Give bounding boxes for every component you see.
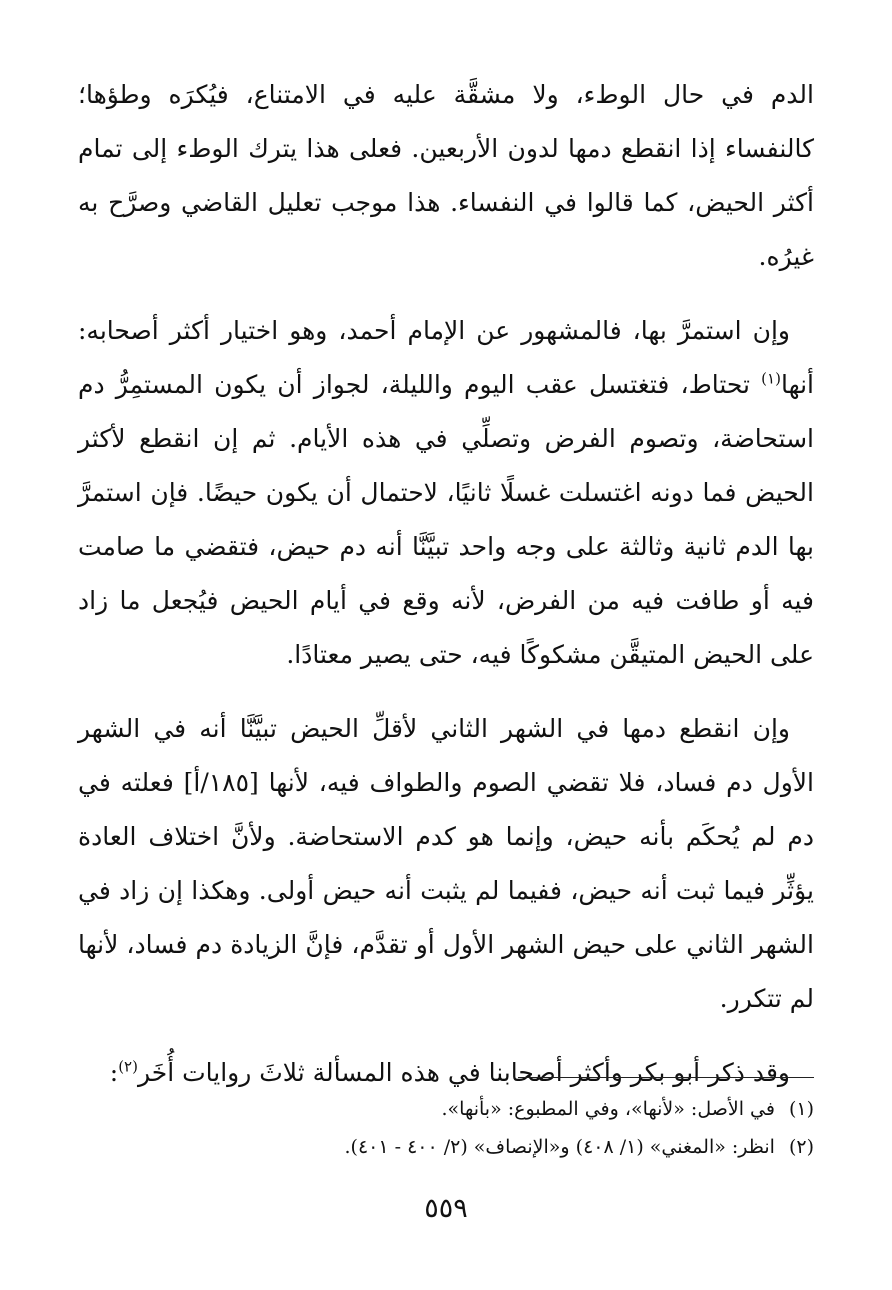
paragraph-4-text-start: وقد ذكر أبو بكر وأكثر أصحابنا في هذه المسألة ثلاثَ روايات أُخَر bbox=[137, 1058, 790, 1087]
footnote-1-number: (١) bbox=[788, 1098, 814, 1120]
paragraph-2-text-start: وإن استمرَّ بها، فالمشهور عن الإمام أحمد، وهو اختيار أكثر أصحابه: أنها bbox=[78, 316, 814, 399]
main-text bbox=[78, 68, 814, 1100]
footnotes bbox=[78, 1090, 814, 1166]
paragraph-3-text: وإن انقطع دمها في الشهر الثاني لأقلِّ الحيض تبيَّنَّا أنه في الشهر الأول دم فساد، فلا تقضي الصوم والطواف فيه، لأنها [١٨٥/أ] فعلته في دم لم يُحكَم بأنه حيض، وإنما هو كدم الاستحاضة. ولأنَّ اختلاف العادة يؤثِّر فيما ثبت أنه حيض، ففيما لم يثبت أنه حيض أولى. وهكذا إن زاد في الشهر الثاني على حيض الشهر الأول أو تقدَّم، فإنَّ الزيادة دم فساد، لأنها لم تتكرر. bbox=[78, 714, 814, 1013]
page-number: ٥٥٩ bbox=[424, 1193, 468, 1224]
paragraph-1-text: الدم في حال الوطء، ولا مشقَّة عليه في الامتناع، فيُكرَه وطؤها؛ كالنفساء إذا انقطع دمها لدون الأربعين. فعلى هذا يترك الوطء إلى تمام أكثر الحيض، كما قالوا في النفساء. هذا موجب تعليل القاضي وصرَّح به غيرُه. bbox=[78, 80, 814, 271]
footnote-2-number: (٢) bbox=[788, 1136, 814, 1158]
paragraph-2-text-end: تحتاط، فتغتسل عقب اليوم والليلة، لجواز أن يكون المستمِرُّ دم استحاضة، وتصوم الفرض وتصلِّي في هذه الأيام. ثم إن انقطع لأكثر الحيض فما دونه اغتسلت غسلًا ثانيًا، لاحتمال أن يكون حيضًا. فإن استمرَّ بها الدم ثانية وثالثة على وجه واحد تبيَّنَّا أنه دم حيض، فتقضي ما صامت فيه أو طافت فيه من الفرض، لأنه وقع في أيام الحيض فيُجعل ما زاد على الحيض المتيقَّن مشكوكًا فيه، حتى يصير معتادًا. bbox=[78, 370, 814, 669]
footnote-2 bbox=[78, 1128, 814, 1166]
paragraph-4-text-end: : bbox=[109, 1058, 119, 1087]
footnote-2-text: انظر: «المغني» (١/ ٤٠٨) و«الإنصاف» (٢/ ٤٠٠ - ٤٠١). bbox=[344, 1136, 775, 1158]
footnote-separator bbox=[518, 1077, 814, 1078]
footnote-1 bbox=[78, 1090, 814, 1128]
footnote-1-text: في الأصل: «لأنها»، وفي المطبوع: «بأنها». bbox=[441, 1098, 775, 1120]
footnote-reference-1: (١) bbox=[761, 369, 781, 388]
paragraph-2 bbox=[78, 304, 814, 682]
paragraph-1 bbox=[78, 68, 814, 284]
footnote-reference-2: (٢) bbox=[118, 1057, 138, 1076]
paragraph-3 bbox=[78, 702, 814, 1026]
